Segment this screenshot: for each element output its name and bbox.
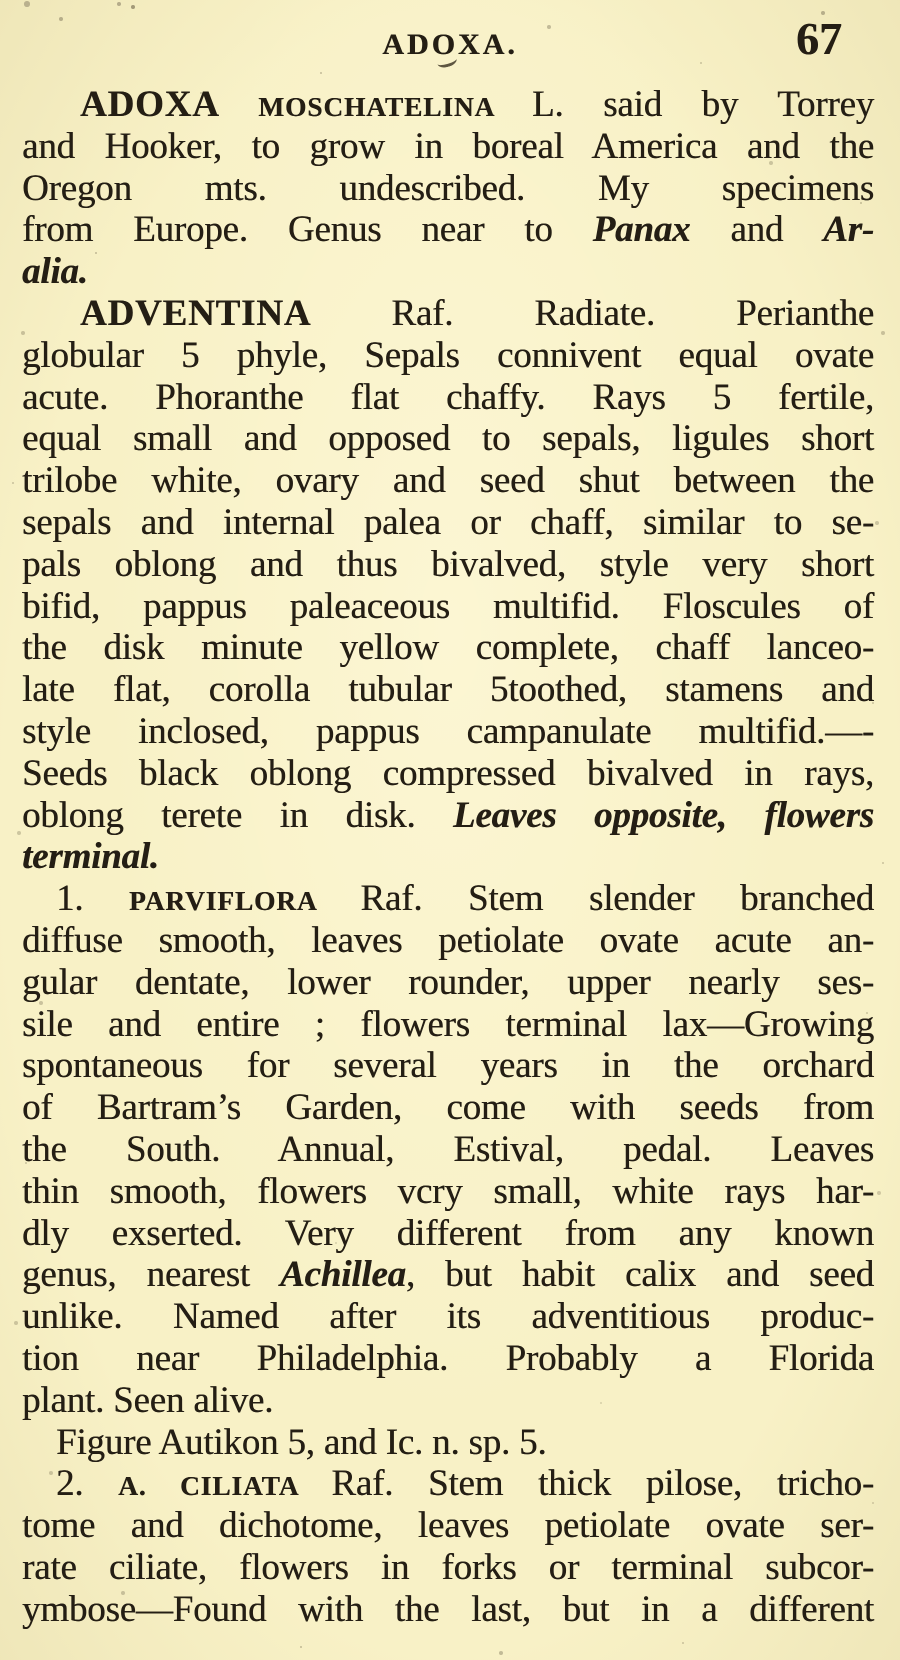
text-line bbox=[22, 460, 874, 502]
text-line bbox=[22, 1589, 874, 1631]
text-line bbox=[22, 1213, 874, 1255]
text-segment: 2. bbox=[56, 1463, 119, 1505]
text-line bbox=[22, 335, 874, 377]
text-segment: unlike. Named after its adventitious produc- bbox=[22, 1296, 874, 1338]
text-segment: Figure Autikon 5, and Ic. n. sp. 5. bbox=[56, 1421, 547, 1463]
text-segment: Panax bbox=[592, 209, 691, 251]
text-line bbox=[22, 1338, 874, 1380]
text-segment: Seeds black oblong compressed bivalved in rays, bbox=[22, 752, 874, 794]
text-segment: Raf. Stem thick pilose, tricho- bbox=[331, 1463, 874, 1505]
text-segment: sepals and internal palea or chaff, similar to se- bbox=[22, 501, 874, 543]
text-line bbox=[22, 711, 874, 753]
text-segment: oblong terete in disk. bbox=[22, 794, 453, 836]
text-segment: L. said by Torrey bbox=[532, 84, 874, 125]
text-segment: late flat, corolla tubular 5toothed, stamens and bbox=[22, 669, 874, 711]
text-segment: ymbose—Found with the last, but in a different bbox=[22, 1588, 874, 1630]
text-line bbox=[22, 1171, 874, 1213]
text-segment: pals oblong and thus bivalved, style very short bbox=[22, 543, 874, 585]
text-line bbox=[22, 1087, 874, 1129]
text-line bbox=[22, 1463, 874, 1505]
text-line bbox=[22, 1422, 874, 1464]
text-segment: acute. Phoranthe flat chaffy. Rays 5 fertile, bbox=[22, 376, 874, 418]
text-line bbox=[22, 293, 874, 335]
text-line bbox=[22, 1045, 874, 1087]
text-segment: the disk minute yellow complete, chaff lanceo- bbox=[22, 627, 874, 669]
text-line bbox=[22, 209, 874, 251]
text-segment: from Europe. Genus near to bbox=[22, 209, 593, 251]
text-line bbox=[22, 962, 874, 1004]
text-segment: Oregon mts. undescribed. My specimens bbox=[22, 167, 874, 209]
text-line bbox=[22, 1296, 874, 1338]
text-line bbox=[22, 1505, 874, 1547]
text-line bbox=[22, 1254, 874, 1296]
text-segment: ADVENTINA bbox=[80, 292, 392, 334]
text-segment: Achillea bbox=[280, 1254, 406, 1296]
text-line bbox=[22, 126, 874, 168]
text-line bbox=[22, 878, 874, 920]
text-segment: Ar- bbox=[823, 209, 874, 251]
text-segment: tion near Philadelphia. Probably a Florida bbox=[22, 1337, 874, 1379]
text-segment: 1. bbox=[56, 878, 130, 920]
text-segment: genus, nearest bbox=[22, 1254, 281, 1296]
scan-noise-specks bbox=[0, 0, 2, 2]
text-line bbox=[22, 627, 874, 669]
text-segment: tome and dichotome, leaves petiolate ovate ser- bbox=[22, 1505, 874, 1547]
text-segment: Raf. Stem slender branched bbox=[360, 878, 875, 920]
text-segment: terminal. bbox=[22, 836, 159, 878]
text-segment: of Bartram’s Garden, come with seeds from bbox=[22, 1087, 874, 1129]
text-segment: equal small and opposed to sepals, ligules short bbox=[22, 418, 874, 460]
text-segment: , but habit calix and seed bbox=[405, 1254, 874, 1296]
text-segment: MOSCHATELINA bbox=[258, 92, 533, 122]
text-segment: and Hooker, to grow in boreal America and the bbox=[22, 125, 874, 167]
text-segment: sile and entire ; flowers terminal lax—Growing bbox=[22, 1003, 874, 1045]
text-line bbox=[22, 753, 874, 795]
text-segment: Raf. Radiate. Perianthe bbox=[391, 292, 874, 334]
text-line bbox=[22, 1547, 874, 1589]
text-line bbox=[22, 1129, 874, 1171]
text-line bbox=[22, 544, 874, 586]
text-segment: diffuse smooth, leaves petiolate ovate acute an- bbox=[22, 919, 874, 961]
page-number: 67 bbox=[796, 13, 842, 64]
text-segment: PARVIFLORA bbox=[129, 886, 361, 917]
text-segment: rate ciliate, flowers in forks or terminal subcor- bbox=[22, 1546, 874, 1588]
text-line bbox=[22, 920, 874, 962]
text-segment: plant. Seen alive. bbox=[22, 1379, 274, 1421]
text-line bbox=[22, 586, 874, 628]
text-line bbox=[22, 418, 874, 460]
text-segment: spontaneous for several years in the orchard bbox=[22, 1045, 874, 1087]
text-segment: thin smooth, flowers vcry small, white rays har- bbox=[22, 1170, 874, 1212]
text-segment: bifid, pappus paleaceous multifid. Floscules of bbox=[22, 585, 874, 627]
text-line bbox=[22, 836, 874, 878]
text-line bbox=[22, 84, 874, 126]
body-text-block bbox=[22, 84, 874, 1630]
text-line bbox=[22, 1380, 874, 1422]
text-line bbox=[22, 669, 874, 711]
text-segment: Leaves opposite, flowers bbox=[452, 794, 874, 836]
text-segment: gular dentate, lower rounder, upper nearly ses- bbox=[22, 961, 874, 1003]
text-segment: A. CILIATA bbox=[118, 1471, 332, 1502]
text-segment: globular 5 phyle, Sepals connivent equal ovate bbox=[22, 334, 874, 376]
text-line bbox=[22, 795, 874, 837]
text-segment: ADOXA bbox=[80, 84, 259, 125]
text-line bbox=[22, 1004, 874, 1046]
text-segment: the South. Annual, Estival, pedal. Leaves bbox=[22, 1128, 874, 1170]
text-line bbox=[22, 502, 874, 544]
text-segment: and bbox=[690, 209, 824, 251]
text-segment: trilobe white, ovary and seed shut between the bbox=[22, 460, 874, 502]
text-line bbox=[22, 168, 874, 210]
text-line bbox=[22, 251, 874, 293]
running-head-title: ADOXA. bbox=[382, 28, 518, 61]
text-line bbox=[22, 377, 874, 419]
text-segment: style inclosed, pappus campanulate multifid.—- bbox=[22, 710, 874, 752]
text-segment: dly exserted. Very different from any known bbox=[22, 1212, 874, 1254]
text-segment: alia. bbox=[22, 251, 88, 293]
